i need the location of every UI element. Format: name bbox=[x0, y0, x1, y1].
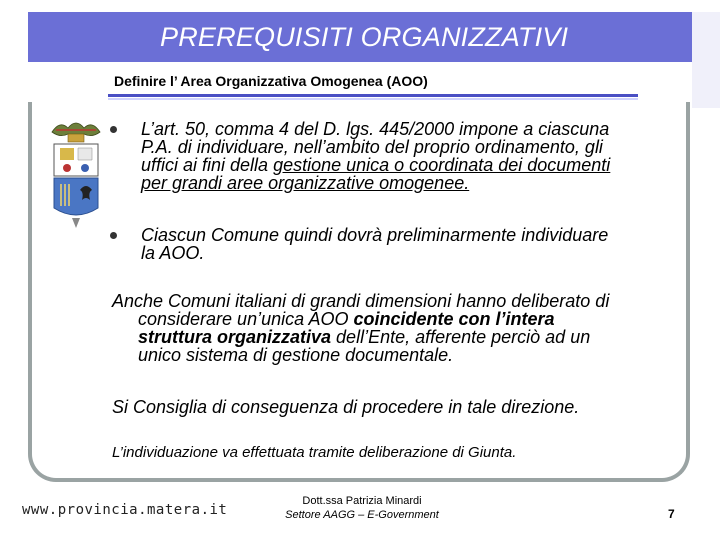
bullet-item-2 bbox=[110, 226, 670, 262]
bullet-1-line-1: L’art. 50, comma 4 del D. lgs. 445/2000 impone a ciascuna bbox=[141, 119, 610, 139]
bullet-item-1 bbox=[110, 120, 670, 192]
author-role: Settore AAGG – E-Government bbox=[285, 509, 439, 521]
slide-title: PREREQUISITI ORGANIZZATIVI bbox=[160, 22, 569, 52]
paragraph-line-3b: dell’Ente, afferente perciò ad un bbox=[331, 327, 591, 347]
subtitle-rule bbox=[108, 94, 638, 97]
paragraph-comuni bbox=[112, 292, 672, 364]
subtitle-rule-shadow bbox=[108, 98, 638, 100]
bullet-dot bbox=[110, 232, 117, 239]
footer-author bbox=[262, 494, 462, 522]
coat-of-arms-icon bbox=[46, 118, 106, 240]
paragraph-line-3a: struttura organizzativa bbox=[138, 327, 332, 347]
paragraph-line-4: unico sistema di gestione documentale. bbox=[138, 345, 454, 365]
page-number: 7 bbox=[668, 507, 675, 521]
note-text: L’individuazione va effettuata tramite deliberazione di Giunta. bbox=[112, 444, 517, 461]
bullet-2-line-1: Ciascun Comune quindi dovrà preliminarmente individuare bbox=[141, 225, 609, 245]
bullet-1-line-5: per grandi aree organizzative omogenee. bbox=[141, 173, 470, 193]
bullet-1-line-3: uffici ai fini della bbox=[141, 155, 274, 175]
bullet-1-line-2: P.A. di individuare, nell’ambito del proprio ordinamento, gli bbox=[141, 137, 603, 157]
paragraph-line-1: Anche Comuni italiani di grandi dimensioni hanno deliberato di bbox=[112, 291, 610, 311]
footer-url-link[interactable]: www.provincia.matera.it bbox=[22, 502, 228, 518]
slide-subtitle: Definire l’ Area Organizzativa Omogenea (AOO) bbox=[114, 73, 428, 89]
paragraph-line-2b: coincidente con l’intera bbox=[353, 309, 555, 329]
bullet-1-underlined-text: gestione unica o coordinata dei documenti bbox=[273, 155, 611, 175]
author-name: Dott.ssa Patrizia Minardi bbox=[302, 495, 422, 507]
header-corner bbox=[692, 12, 720, 108]
paragraph-line-2a: considerare un’unica AOO bbox=[138, 309, 354, 329]
bullet-2-line-2: la AOO. bbox=[141, 243, 205, 263]
advice-text: Si Consiglia di conseguenza di procedere in tale direzione. bbox=[112, 397, 580, 417]
bullet-dot bbox=[110, 126, 117, 133]
